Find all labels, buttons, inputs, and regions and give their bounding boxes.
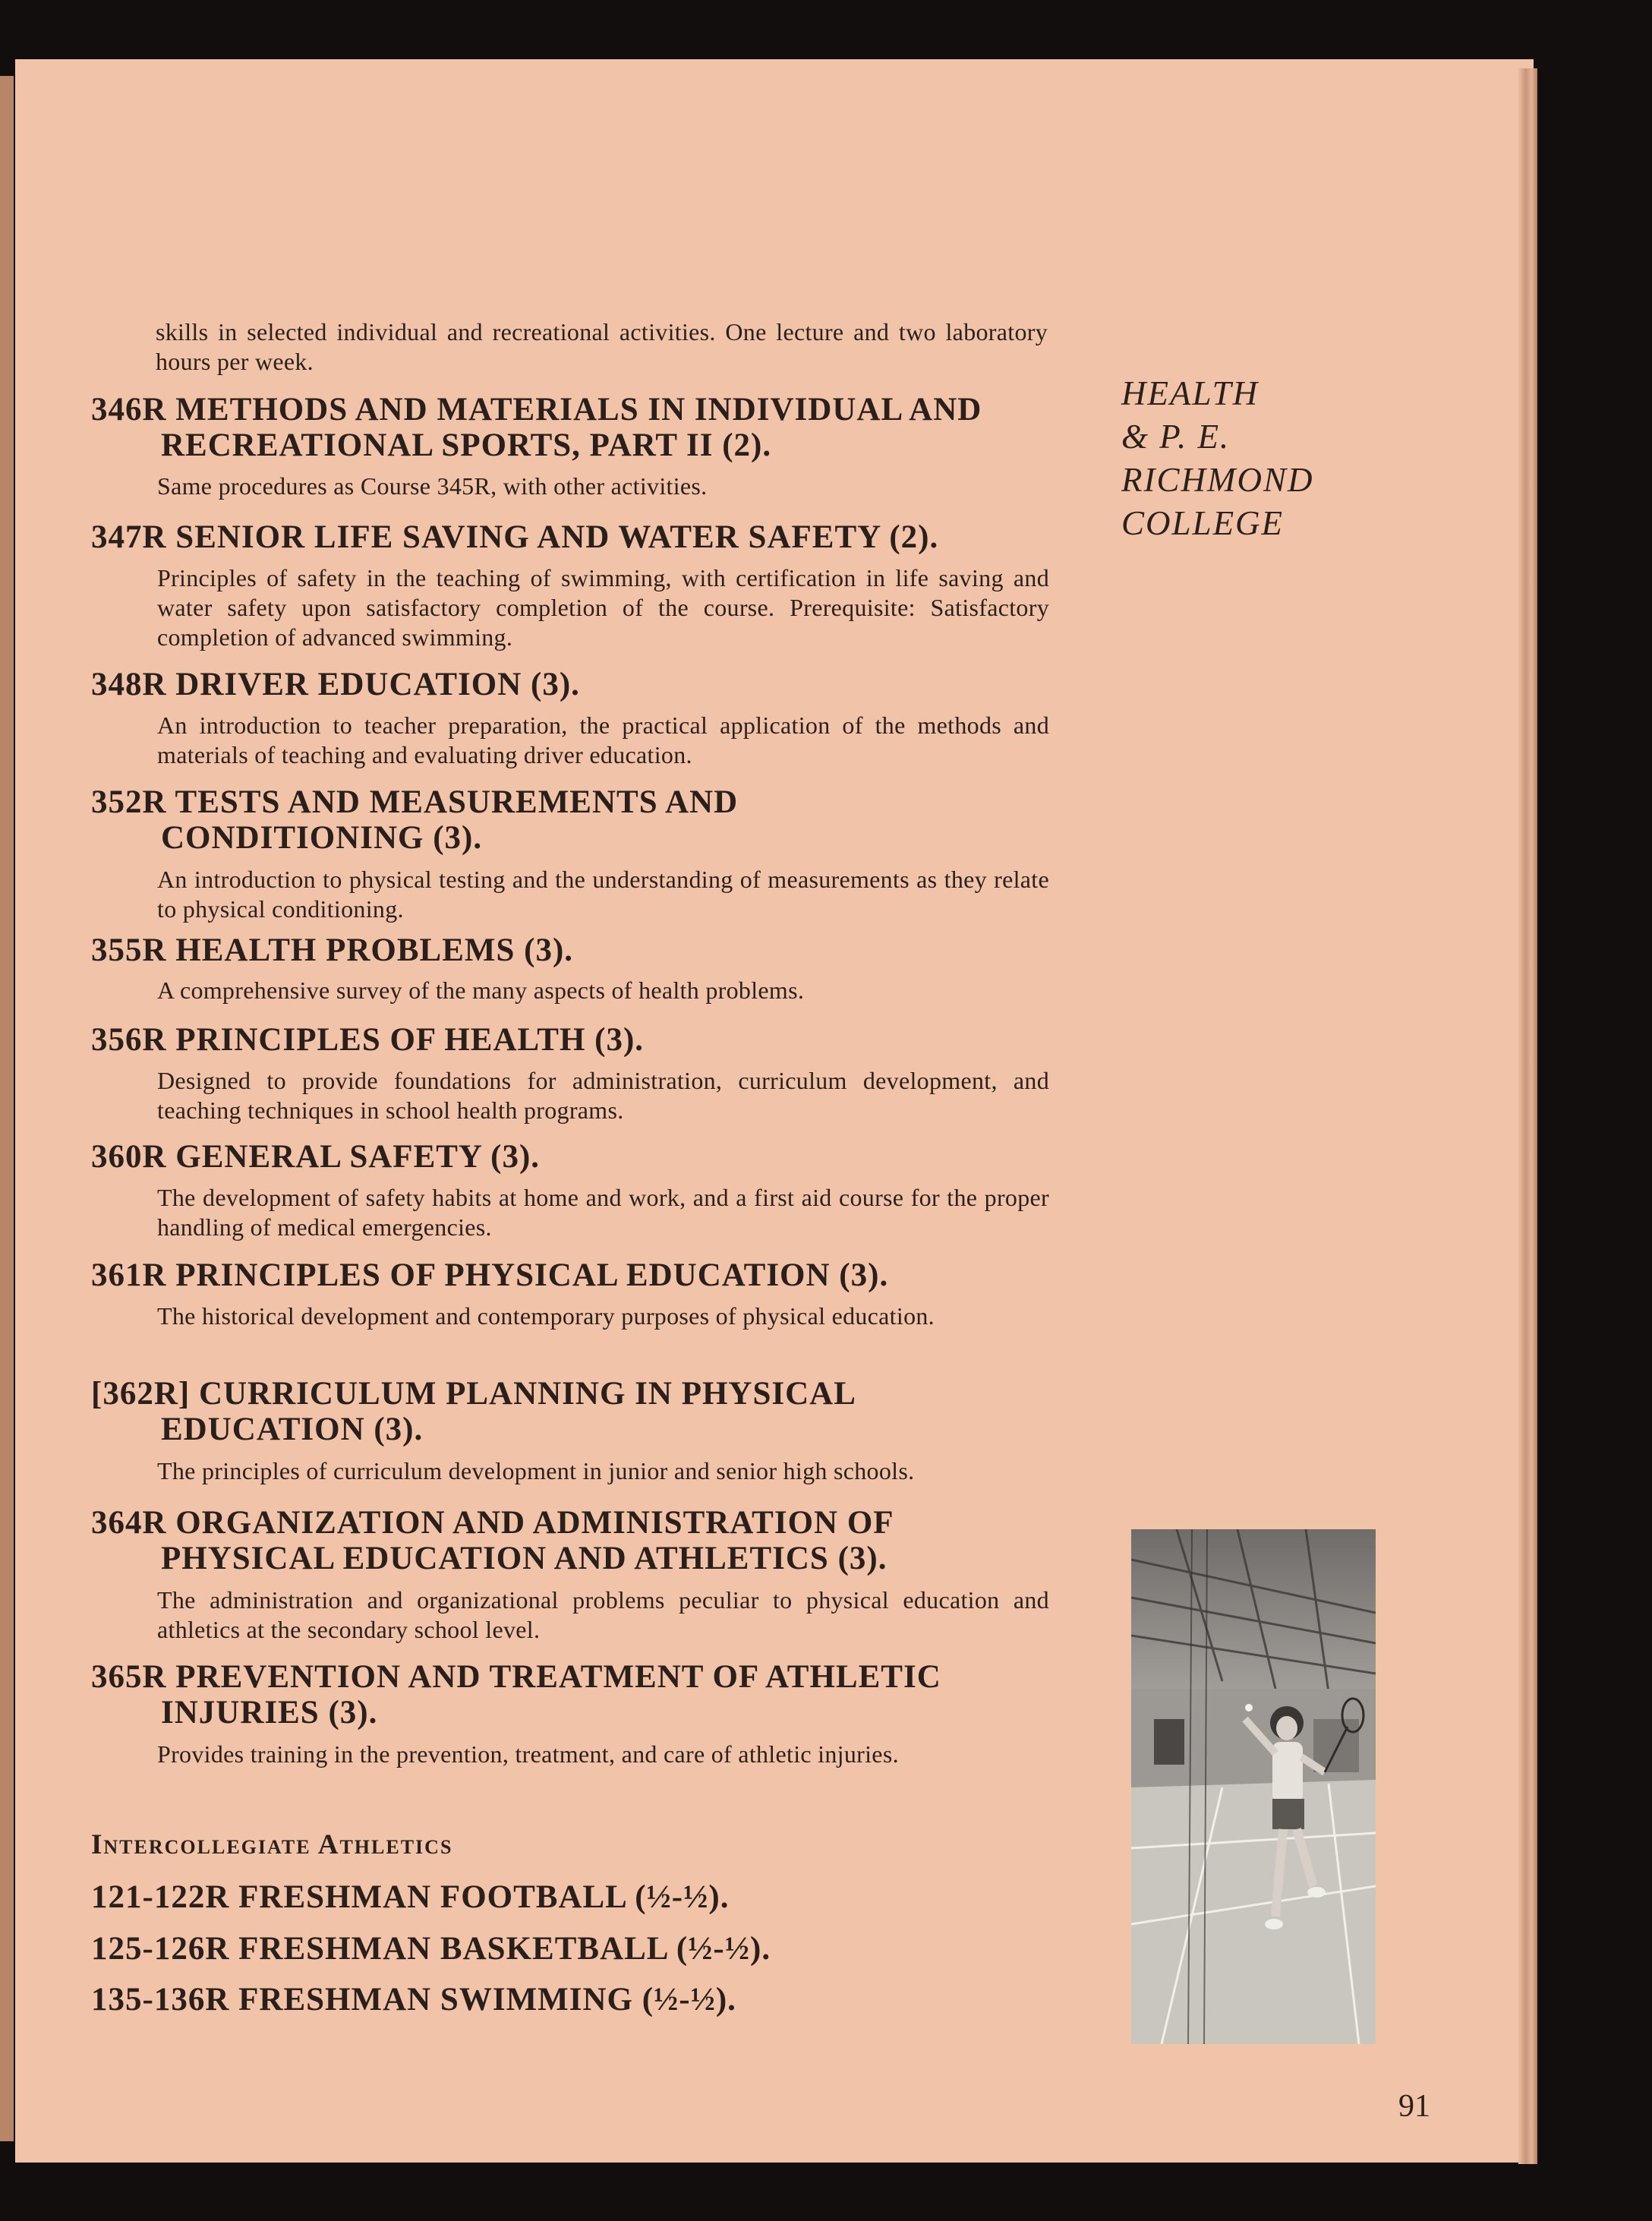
- course-desc-346r: Same procedures as Course 345R, with other activities.: [157, 472, 708, 500]
- sidebar-line-richmond: RICHMOND: [1121, 461, 1314, 499]
- course-title-line1: [362R] CURRICULUM PLANNING IN PHYSICAL: [91, 1376, 856, 1412]
- page-content: [15, 59, 1534, 2163]
- course-title-line2: CONDITIONING (3).: [161, 820, 483, 856]
- course-title-line2: INJURIES (3).: [161, 1695, 378, 1730]
- sidebar-line-college: COLLEGE: [1121, 504, 1285, 542]
- course-desc-365r: Provides training in the prevention, treatment, and care of athletic injuries.: [157, 1740, 899, 1768]
- course-title-356r: [91, 1022, 1070, 1058]
- athletics-item-football: 121-122R FRESHMAN FOOTBALL (½-½).: [91, 1879, 730, 1915]
- course-title-line2: RECREATIONAL SPORTS, PART II (2).: [161, 427, 772, 463]
- course-title-line1: 348R DRIVER EDUCATION (3).: [91, 667, 580, 702]
- course-title-line1: 356R PRINCIPLES OF HEALTH (3).: [91, 1022, 645, 1058]
- course-title-line1: 346R METHODS AND MATERIALS IN INDIVIDUAL AND: [91, 392, 982, 427]
- course-title-line1: 361R PRINCIPLES OF PHYSICAL EDUCATION (3).: [91, 1257, 889, 1293]
- athletics-item-basketball: 125-126R FRESHMAN BASKETBALL (½-½).: [91, 1931, 771, 1967]
- course-title-line2: PHYSICAL EDUCATION AND ATHLETICS (3).: [161, 1541, 887, 1576]
- catalog-page: [15, 59, 1534, 2163]
- course-title-347r: [91, 519, 1070, 555]
- badminton-player-photo: [1131, 1529, 1376, 2044]
- athletics-item-swimming: 135-136R FRESHMAN SWIMMING (½-½).: [91, 1982, 736, 2018]
- department-sidebar-label: [1121, 372, 1313, 545]
- course-title-355r: [91, 932, 1070, 968]
- sidebar-line-pe: & P. E.: [1121, 418, 1231, 456]
- course-desc-356r: Designed to provide foundations for administration, curriculum development, and teaching techniques in school health programs.: [157, 1067, 1049, 1124]
- course-desc-352r: An introduction to physical testing and the understanding of measurements as they relate to physical conditioning.: [157, 866, 1049, 923]
- course-desc-355r: A comprehensive survey of the many aspects of health problems.: [157, 976, 805, 1004]
- course-title-348r: [91, 667, 1070, 702]
- course-desc-348r: An introduction to teacher preparation, the practical application of the methods and materials of teaching and evaluating driver education.: [157, 711, 1049, 768]
- page-edge: [1518, 68, 1537, 2164]
- athletics-heading: Intercollegiate Athletics: [91, 1829, 453, 1860]
- photo-illustration: [1131, 1529, 1376, 2044]
- course-title-346r: [91, 392, 1070, 463]
- course-title-361r: [91, 1257, 1070, 1293]
- sidebar-line-health: HEALTH: [1121, 374, 1259, 412]
- course-title-line1: 347R SENIOR LIFE SAVING AND WATER SAFETY (2).: [91, 519, 939, 555]
- course-title-352r: [91, 784, 1070, 856]
- course-title-360r: [91, 1139, 1070, 1175]
- course-title-365r: [91, 1659, 1070, 1730]
- course-title-362r: [91, 1376, 1070, 1447]
- course-title-line1: 355R HEALTH PROBLEMS (3).: [91, 932, 574, 968]
- course-title-line1: 365R PREVENTION AND TREATMENT OF ATHLETIC: [91, 1659, 941, 1695]
- course-desc-364r: The administration and organizational problems peculiar to physical education and athletics at the secondary school level.: [157, 1586, 1049, 1643]
- course-title-line2: EDUCATION (3).: [161, 1412, 424, 1447]
- course-desc-347r: Principles of safety in the teaching of swimming, with certification in life saving and water safety upon satisfactory completion of the course. Prerequisite: Satisfactory completion of advanced swimming.: [157, 564, 1049, 651]
- course-title-364r: [91, 1505, 1070, 1576]
- book-spine: [0, 76, 14, 2141]
- course-title-line1: 364R ORGANIZATION AND ADMINISTRATION OF: [91, 1505, 894, 1541]
- course-desc-362r: The principles of curriculum development in junior and senior high schools.: [157, 1457, 915, 1484]
- course-title-line1: 360R GENERAL SAFETY (3).: [91, 1139, 541, 1175]
- course-title-line1: 352R TESTS AND MEASUREMENTS AND: [91, 784, 739, 820]
- course-desc-361r: The historical development and contemporary purposes of physical education.: [157, 1302, 935, 1330]
- course-desc-360r: The development of safety habits at home and work, and a first aid course for the proper handling of medical emergencies.: [157, 1184, 1049, 1241]
- intro-paragraph: skills in selected individual and recreational activities. One lecture and two laboratory hours per week.: [156, 318, 1048, 375]
- page-number: 91: [1398, 2089, 1430, 2124]
